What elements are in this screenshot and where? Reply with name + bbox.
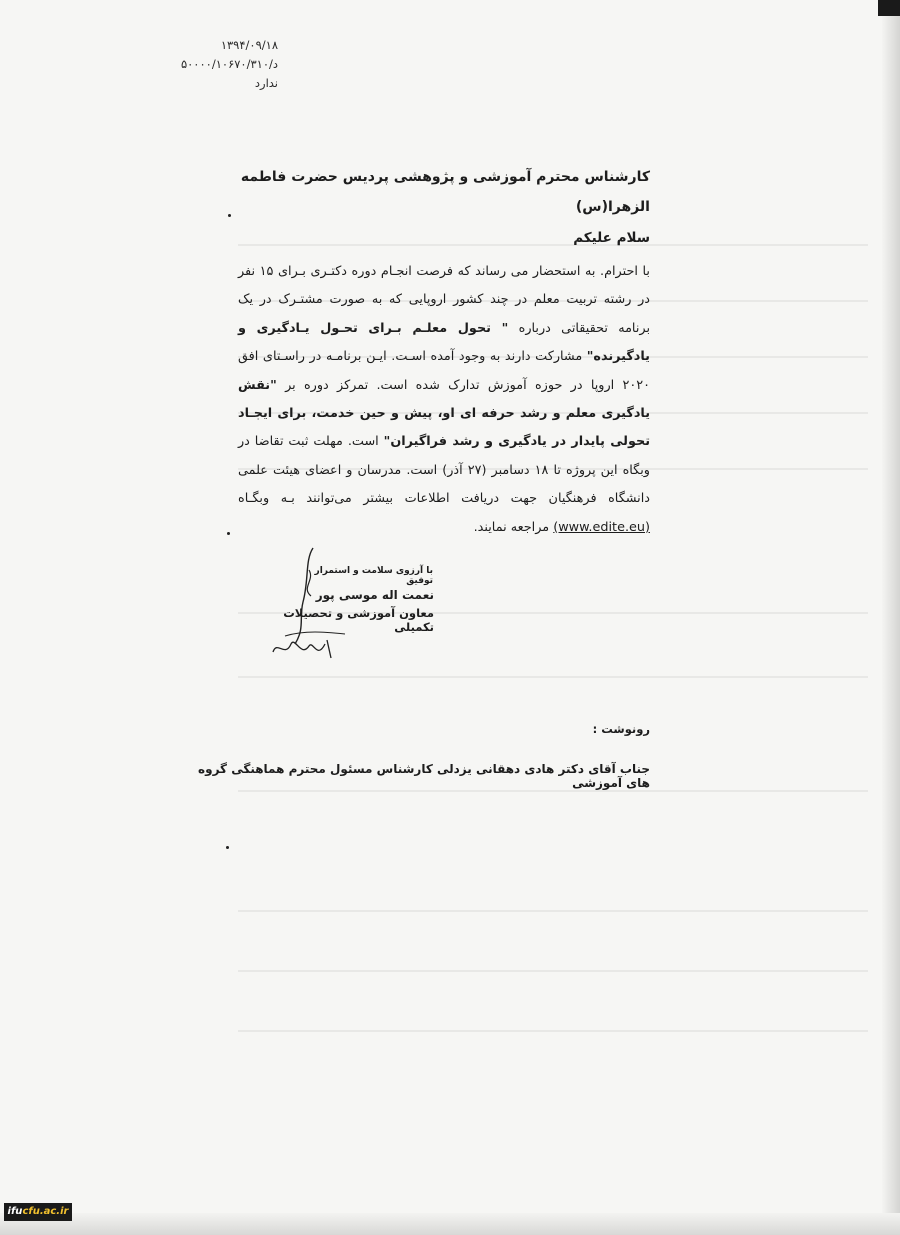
- signatory-name: نعمت اله موسی پور: [315, 588, 434, 602]
- cc-recipient: جناب آقای دکتر هادی دهقانی یزدلی کارشناس مسئول محترم هماهنگی گروه های آموزشی: [198, 762, 650, 790]
- scan-edge-right: [882, 0, 900, 1235]
- bleed-through-line: [238, 1030, 868, 1032]
- bleed-through-line: [238, 910, 868, 912]
- website-link[interactable]: (www.edite.eu): [553, 519, 650, 535]
- letter-recipient: کارشناس محترم آموزشی و پژوهشی پردیس حضرت فاطمه الزهرا(س): [240, 169, 650, 215]
- letter-greeting: سلام علیکم: [573, 230, 650, 246]
- scan-edge-bottom: [0, 1213, 900, 1235]
- bleed-through-line: [238, 970, 868, 972]
- cc-label: رونوشت :: [592, 722, 650, 736]
- letter-metadata: [150, 36, 278, 93]
- bleed-through-line: [238, 244, 868, 246]
- logo-text-dark: ifu: [7, 1206, 23, 1217]
- logo-text-accent: cfu.ac.ir: [22, 1206, 69, 1217]
- letter-attachment: ندارد: [254, 76, 278, 90]
- scan-speck: [227, 532, 230, 535]
- letter-date: ۱۳۹۴/۰۹/۱۸: [220, 38, 278, 52]
- body-part-4: مراجعه نمایند.: [473, 519, 554, 535]
- bleed-through-line: [238, 790, 868, 792]
- letter-body: [238, 258, 650, 542]
- signatory-title: معاون آموزشی و تحصیلات تکمیلی: [283, 606, 434, 634]
- letter-number: د/۵۰۰۰۰/۱۰۶۷۰/۳۱۰: [180, 57, 278, 71]
- scan-speck: [226, 846, 229, 849]
- site-logo: [4, 1203, 72, 1221]
- body-part-2: مشارکت دارند به وجود آمده اسـت. ایـن برنامـه در راسـتای افق ۲۰۲۰ اروپا در حوزه آموزش تدارک شده است. تمرکز دوره بر: [238, 349, 650, 393]
- scan-speck: [228, 214, 231, 217]
- signature-wish: با آرزوی سلامت و استمرار توفیق: [314, 566, 433, 586]
- body-part-1: با احترام. به استحضار می رساند که فرصت انجـام دوره دکتـری بـرای ۱۵ نفر در رشته تربیت معلم در چند کشور اروپایی که به صورت مشتـرک در یک برنامه تحقیقاتی درباره: [238, 264, 651, 336]
- body-focus-title: "نقش یادگیری معلم و رشد حرفه ای او، پیش و حین خدمت، برای ایجـاد تحولی پایدار در یادگیری و رشد فراگیران": [238, 377, 651, 450]
- scan-corner-mark: [878, 0, 900, 16]
- body-program-title: " تحول معلـم بـرای تحـول یـادگیری و یادگیرنده": [238, 320, 650, 365]
- body-part-3: است. مهلت ثبت تقاضا در وبگاه این پروژه تا ۱۸ دسامبر (۲۷ آذر) است. مدرسان و اعضای هیئت علمی دانشگاه فرهنگیان جهت دریافت اطلاعات بیشتر می‌توانند بـه وبگـاه: [238, 434, 650, 507]
